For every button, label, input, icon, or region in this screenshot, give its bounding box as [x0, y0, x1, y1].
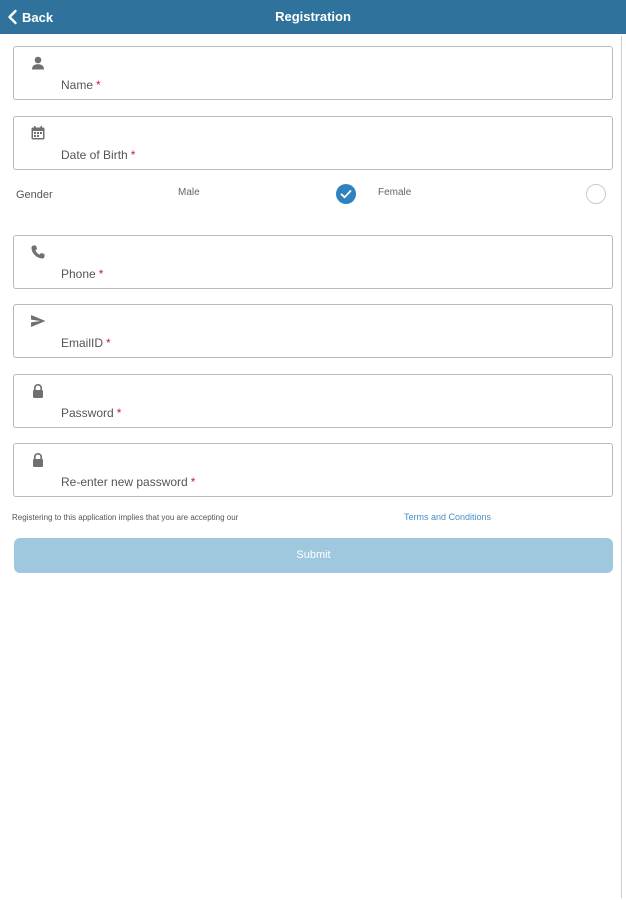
female-radio[interactable] [586, 184, 606, 204]
checkmark-icon [336, 184, 356, 204]
name-label: Name * [61, 78, 101, 92]
confirm-password-field[interactable] [13, 443, 613, 497]
required-mark: * [190, 475, 196, 489]
password-field[interactable] [13, 374, 613, 428]
email-field[interactable] [13, 304, 613, 358]
required-mark: * [130, 148, 136, 162]
email-label: EmailID * [61, 336, 111, 350]
send-icon [30, 313, 46, 329]
phone-icon [30, 244, 46, 260]
male-radio[interactable] [336, 184, 356, 204]
submit-button[interactable]: Submit [14, 538, 613, 573]
name-field[interactable] [13, 46, 613, 100]
calendar-icon [30, 125, 46, 141]
phone-label: Phone * [61, 267, 104, 281]
date-of-birth-label: Date of Birth * [61, 148, 136, 162]
terms-notice: Registering to this application implies that you are accepting our [12, 513, 239, 522]
required-mark: * [106, 336, 111, 350]
app-header [0, 0, 626, 34]
page-title: Registration [275, 9, 351, 24]
terms-and-conditions-link[interactable]: Terms and Conditions [404, 512, 492, 522]
back-label: Back [22, 9, 54, 25]
gender-row [0, 180, 626, 210]
date-of-birth-field[interactable] [13, 116, 613, 170]
male-option-label: Male [178, 187, 200, 198]
female-option-label: Female [378, 187, 412, 198]
gender-label: Gender [16, 189, 53, 201]
required-mark: * [116, 406, 122, 420]
phone-field[interactable] [13, 235, 613, 289]
lock-icon [30, 452, 46, 468]
required-mark: * [98, 267, 104, 281]
scrollbar-track [621, 36, 622, 898]
password-label: Password * [61, 406, 122, 420]
lock-icon [30, 383, 46, 399]
confirm-password-label: Re-enter new password * [61, 475, 196, 489]
required-mark: * [96, 78, 101, 92]
person-icon [30, 55, 46, 71]
